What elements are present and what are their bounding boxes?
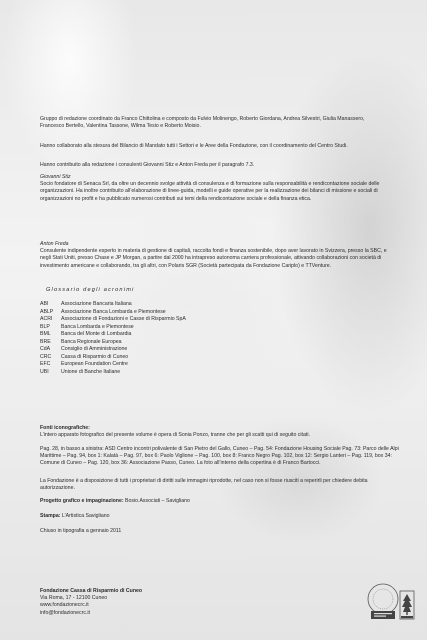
fsc-tree-icon: [400, 591, 414, 619]
glossary-item: [40, 361, 186, 369]
freda-bio-section: [40, 241, 390, 270]
chiuso-line: Chiuso in tipografia a gennaio 2011: [40, 528, 122, 534]
fonti-crediti: Pag. 28, in basso a sinistra: ASD Centro incontri polivalente di San Pietro del Gallo, Cuneo – Pag. 54: Fondazione Housing Sociale Pag. 73: Parco delle Alpi Marittime – Pag. 94, box 1: Kalatà – Pag. 97, box 6: Paolo Viglione – Pag. 100, box 8: Franco Negro Pag. 102, box 12: Sergio Lanteri – Pag. 119, box 34: Comune di Cuneo – Pag. 120, box 36: Associazione Passo, Cuneo. La foto all’interno della copertina è di Franco Bartocci.: [40, 446, 399, 467]
glossary-abbr: BRE: [40, 338, 51, 345]
certification-logos: [366, 577, 418, 625]
freda-name: Anton Freda: [40, 241, 69, 247]
progetto-label: Progetto grafico e impaginazione:: [40, 498, 124, 504]
glossary-text: Banca del Monte di Lombardia: [61, 331, 132, 338]
stampa-label: Stampa:: [40, 513, 61, 519]
footer-email[interactable]: info@fondazionecrc.it: [40, 609, 90, 616]
glossary-abbr: ACRI: [40, 316, 53, 323]
fonti-section: [40, 425, 400, 439]
glossary-item: [40, 309, 186, 317]
glossary-abbr: CRC: [40, 353, 52, 360]
glossary-text: Banca Regionale Europea: [61, 338, 122, 345]
stampa-value: L’Artistica Savigliano: [61, 513, 110, 519]
stampa-line: [40, 513, 110, 519]
footer-contacts: [40, 588, 142, 617]
stiz-bio: Socio fondatore di Senaca Srl, da oltre un decennio svolge attività di consulenza e di formazione sulla responsabilità e rendicontazione sociale delle organizzazioni. Ha inoltre contribuito all’elaborazione di linee-guida, modelli e guide operative per la realizzazione dei bilanci di missione e sociali di organizzazioni no profit e ha pubblicato numerosi contributi sui temi della rendicontazione sociale e della finanza etica.: [40, 181, 380, 202]
glossary-text: Associazione Bancaria Italiana: [61, 301, 132, 307]
glossary-abbr: CdA: [40, 346, 51, 353]
glossary-item: [40, 339, 186, 347]
glossary-text: Associazione di Fondazioni e Casse di Risparmio SpA: [61, 316, 186, 323]
glossary-item: [40, 354, 186, 362]
glossary-abbr: UBI: [40, 368, 49, 375]
glossary-abbr: ABLP: [40, 308, 54, 315]
consulenti-paragraph: Hanno contribuito alla redazione i consulenti Giovanni Stiz e Anton Freda per il paragrafo 7.3.: [40, 162, 255, 168]
glossary-text: Banca Lombarda e Piemontese: [61, 323, 134, 330]
stiz-bio-section: [40, 174, 390, 203]
glossary-text: Unione di Banche Italiane: [61, 368, 121, 375]
footer-web[interactable]: www.fondazionecrc.it: [40, 602, 89, 609]
glossary-item: [40, 301, 186, 309]
redazione-paragraph: Gruppo di redazione coordinato da Franco Chittolina e composto da Fulvio Molinengo, Roberto Giordana, Andrea Silvestri, Giulia Manassero, Francesco Bertello, Valentina Tassone, Wilma Tesio e Roberto Moisio.: [40, 116, 365, 130]
fonti-line: L’intero apparato fotografico del presente volume è opera di Sonia Ponzo, tranne che per gli scatti qui di seguito citati.: [40, 432, 310, 439]
progetto-value: Bosio.Associati – Savigliano: [125, 498, 190, 504]
glossary-abbr: ABI: [40, 301, 49, 307]
glossary-item: [40, 324, 186, 332]
glossary-item: [40, 369, 186, 377]
collaborazione-paragraph: Hanno collaborato alla stesura del Bilancio di Mandato tutti i Settori e le Aree della Fondazione, con il coordinamento del Centro Studi.: [40, 143, 348, 149]
certification-seal-icon: [368, 584, 398, 619]
footer-org: Fondazione Cassa di Risparmio di Cuneo: [40, 588, 143, 594]
glossary-abbr: EFC: [40, 361, 51, 368]
glossary-item: [40, 346, 186, 354]
glossary-item: [40, 331, 186, 339]
glossary-text: European Foundation Centre: [61, 361, 128, 368]
stiz-name: Giovanni Stiz: [40, 174, 71, 180]
glossary-abbr: BML: [40, 331, 51, 338]
disponibilita-paragraph: La Fondazione è a disposizione di tutti i proprietari di diritti sulle immagini riprodotte, nel caso non si fosse riusciti a reperirli per chiedere debita autorizzazione.: [40, 478, 368, 492]
glossary-item: [40, 316, 186, 324]
progetto-grafico: [40, 498, 190, 504]
fonti-heading: Fonti iconografiche:: [40, 425, 90, 431]
glossary-title: Glossario degli acronimi: [46, 287, 135, 293]
footer-address: Via Roma, 17 - 12100 Cuneo: [40, 595, 108, 602]
glossary-abbr: BLP: [40, 323, 50, 330]
glossary-text: Associazione Banca Lombarda e Piemontese: [61, 308, 166, 315]
freda-bio: Consulente indipendente esperto in materia di gestione di capitali, raccolta fondi e finanza sostenibile, dopo aver lavorato in Svizzera, presso la SBC, e negli Stati Uniti, presso Chase e JP Morgan, a partire dal 2000 ha intrapreso autonoma carriera professionale, attivando collaborazioni con società di investimento americane e collaborando, tra gli altri, con Polaris SGR (Società partecipata da Fondazione Cariplo) e TTVenture.: [40, 248, 387, 269]
glossary-text: Cassa di Risparmio di Cuneo: [61, 353, 129, 360]
glossary-text: Consiglio di Amministrazione: [61, 346, 128, 353]
glossary-list: [40, 301, 186, 376]
